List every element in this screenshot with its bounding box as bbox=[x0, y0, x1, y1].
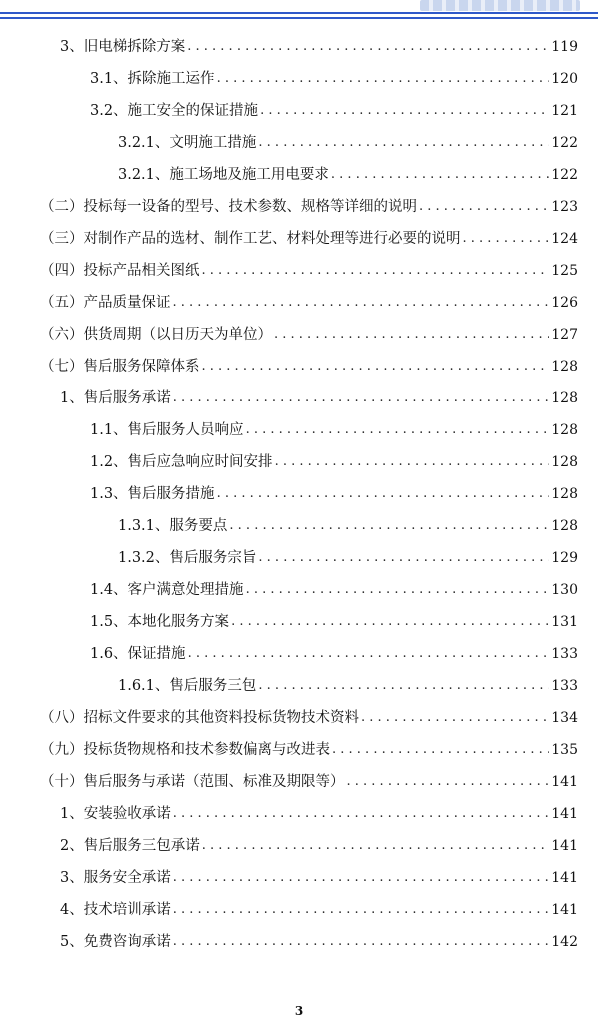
toc-entry-page: 135 bbox=[551, 741, 578, 758]
toc-entry[interactable] bbox=[0, 37, 578, 57]
toc-entry-title: （三）对制作产品的选材、制作工艺、材料处理等进行必要的说明 bbox=[40, 230, 461, 247]
toc-entry[interactable] bbox=[0, 708, 578, 728]
toc-entry-page: 133 bbox=[551, 678, 578, 694]
toc-entry-page: 128 bbox=[551, 454, 578, 471]
toc-dot-leader bbox=[246, 580, 550, 600]
toc-entry-page: 128 bbox=[551, 390, 578, 407]
toc-entry-title: （五）产品质量保证 bbox=[40, 294, 171, 311]
toc-entry-title: 3.2.1、施工场地及施工用电要求 bbox=[118, 166, 329, 183]
toc-entry-page: 123 bbox=[551, 198, 578, 215]
toc-entry[interactable] bbox=[0, 197, 578, 217]
toc-entry-title: 5、免费咨询承诺 bbox=[60, 933, 171, 950]
toc-dot-leader bbox=[332, 740, 549, 760]
toc-dot-leader bbox=[331, 165, 549, 185]
toc-entry[interactable] bbox=[0, 357, 578, 377]
toc-entry-title: 1.4、客户满意处理措施 bbox=[90, 582, 244, 599]
toc-entry[interactable] bbox=[0, 676, 578, 696]
toc-entry-title: 2、售后服务三包承诺 bbox=[60, 837, 200, 854]
toc-entry-title: （四）投标产品相关图纸 bbox=[40, 262, 200, 279]
toc-dot-leader bbox=[419, 197, 549, 217]
toc-dot-leader bbox=[173, 388, 550, 408]
toc-entry-title: （九）投标货物规格和技术参数偏离与改进表 bbox=[40, 741, 330, 758]
toc-entry[interactable] bbox=[0, 165, 578, 185]
toc-entry[interactable] bbox=[0, 261, 578, 281]
toc-entry-page: 122 bbox=[551, 134, 578, 151]
toc-entry-page: 141 bbox=[551, 901, 578, 918]
toc-entry[interactable] bbox=[0, 293, 578, 313]
toc-entry-title: 1.1、售后服务人员响应 bbox=[90, 422, 244, 439]
toc-entry-title: （七）售后服务保障体系 bbox=[40, 358, 200, 375]
toc-dot-leader bbox=[260, 101, 549, 121]
toc-dot-leader bbox=[229, 516, 549, 536]
toc-entry-page: 121 bbox=[551, 102, 578, 119]
toc-entry[interactable] bbox=[0, 804, 578, 824]
toc-dot-leader bbox=[217, 69, 550, 89]
toc-entry-page: 122 bbox=[551, 166, 578, 183]
toc-entry-title: 1.3.2、售后服务宗旨 bbox=[118, 550, 257, 567]
toc-entry[interactable] bbox=[0, 836, 578, 856]
toc-entry-page: 125 bbox=[551, 262, 578, 279]
toc-entry[interactable] bbox=[0, 516, 578, 536]
toc-entry-page: 133 bbox=[551, 646, 578, 663]
toc-entry-title: 4、技术培训承诺 bbox=[60, 901, 171, 918]
toc-entry-page: 141 bbox=[551, 805, 578, 822]
toc-dot-leader bbox=[173, 804, 550, 824]
toc-entry[interactable] bbox=[0, 325, 578, 345]
toc-entry[interactable] bbox=[0, 452, 578, 472]
toc-dot-leader bbox=[361, 708, 549, 728]
toc-entry[interactable] bbox=[0, 133, 578, 153]
toc-entry[interactable] bbox=[0, 420, 578, 440]
toc-entry-page: 134 bbox=[551, 709, 578, 726]
toc-entry-title: （八）招标文件要求的其他资料投标货物技术资料 bbox=[40, 709, 359, 726]
toc-dot-leader bbox=[463, 229, 550, 249]
toc-entry-page: 119 bbox=[551, 39, 578, 55]
toc-dot-leader bbox=[173, 868, 550, 888]
toc-entry[interactable] bbox=[0, 932, 578, 952]
toc-entry-page: 141 bbox=[551, 773, 578, 790]
toc-entry-title: 3.1、拆除施工运作 bbox=[90, 70, 215, 87]
toc-entry[interactable] bbox=[0, 740, 578, 760]
toc-dot-leader bbox=[275, 452, 550, 472]
toc-entry-page: 128 bbox=[551, 358, 578, 375]
toc-entry-title: 3、旧电梯拆除方案 bbox=[60, 39, 186, 55]
toc-entry[interactable] bbox=[0, 548, 578, 568]
toc-entry-page: 141 bbox=[551, 869, 578, 886]
toc-entry-page: 131 bbox=[551, 614, 578, 631]
toc-dot-leader bbox=[217, 484, 550, 504]
toc-entry-title: 1.2、售后应急响应时间安排 bbox=[90, 454, 273, 471]
toc-dot-leader bbox=[173, 900, 550, 920]
toc-entry-page: 124 bbox=[551, 230, 578, 247]
page-number: 3 bbox=[294, 1004, 304, 1018]
header-rule-bottom bbox=[0, 17, 598, 19]
toc-entry[interactable] bbox=[0, 900, 578, 920]
toc-entry-page: 142 bbox=[551, 933, 578, 950]
toc-entry-title: 1.6.1、售后服务三包 bbox=[118, 678, 257, 694]
toc-entry-page: 141 bbox=[551, 837, 578, 854]
toc-entry[interactable] bbox=[0, 644, 578, 664]
toc-entry-title: 3.2、施工安全的保证措施 bbox=[90, 102, 259, 119]
toc-entry-title: 1.5、本地化服务方案 bbox=[90, 614, 230, 631]
toc-entry-title: 3.2.1、文明施工措施 bbox=[118, 134, 257, 151]
page-header bbox=[0, 0, 598, 24]
toc-entry-page: 128 bbox=[551, 486, 578, 503]
toc-dot-leader bbox=[173, 293, 550, 313]
toc-entry-page: 128 bbox=[551, 422, 578, 439]
toc-entry-title: 1、售后服务承诺 bbox=[60, 390, 171, 407]
toc-dot-leader bbox=[202, 261, 550, 281]
toc-entry-title: （二）投标每一设备的型号、技术参数、规格等详细的说明 bbox=[40, 198, 417, 215]
toc-entry[interactable] bbox=[0, 229, 578, 249]
toc-entry-page: 126 bbox=[551, 294, 578, 311]
toc-dot-leader bbox=[188, 644, 550, 664]
header-rule-top bbox=[0, 12, 598, 14]
toc-entry-page: 120 bbox=[551, 70, 578, 87]
toc-entry-page: 127 bbox=[551, 326, 578, 343]
toc-entry[interactable] bbox=[0, 868, 578, 888]
toc-entry-page: 129 bbox=[551, 550, 578, 567]
toc-dot-leader bbox=[173, 932, 550, 952]
toc-entry[interactable] bbox=[0, 101, 578, 121]
toc-entry-title: 3、服务安全承诺 bbox=[60, 869, 171, 886]
toc-dot-leader bbox=[258, 548, 549, 568]
toc-dot-leader bbox=[202, 357, 550, 377]
toc-entry[interactable] bbox=[0, 69, 578, 89]
toc-entry-title: （六）供货周期（以日历天为单位） bbox=[40, 326, 272, 343]
toc-entry[interactable] bbox=[0, 612, 578, 632]
toc-entry-title: 1.6、保证措施 bbox=[90, 646, 186, 663]
toc-entry-page: 128 bbox=[551, 518, 578, 535]
toc-entry-title: 1、安装验收承诺 bbox=[60, 805, 171, 822]
toc-entry-title: 1.3.1、服务要点 bbox=[118, 518, 228, 535]
toc-entry[interactable] bbox=[0, 580, 578, 600]
toc-entry[interactable] bbox=[0, 388, 578, 408]
toc-dot-leader bbox=[187, 37, 549, 57]
toc-dot-leader bbox=[231, 612, 549, 632]
toc-entry[interactable] bbox=[0, 772, 578, 792]
toc-dot-leader bbox=[258, 133, 549, 153]
toc-entry-title: （十）售后服务与承诺（范围、标准及期限等） bbox=[40, 773, 345, 790]
toc-entry-page: 130 bbox=[551, 582, 578, 599]
toc-entry-title: 1.3、售后服务措施 bbox=[90, 486, 215, 503]
toc-dot-leader bbox=[258, 676, 549, 696]
header-logo-blurred bbox=[420, 0, 580, 11]
toc-dot-leader bbox=[274, 325, 549, 345]
toc-dot-leader bbox=[202, 836, 550, 856]
toc-dot-leader bbox=[246, 420, 550, 440]
toc-dot-leader bbox=[347, 772, 550, 792]
toc-entry[interactable] bbox=[0, 484, 578, 504]
